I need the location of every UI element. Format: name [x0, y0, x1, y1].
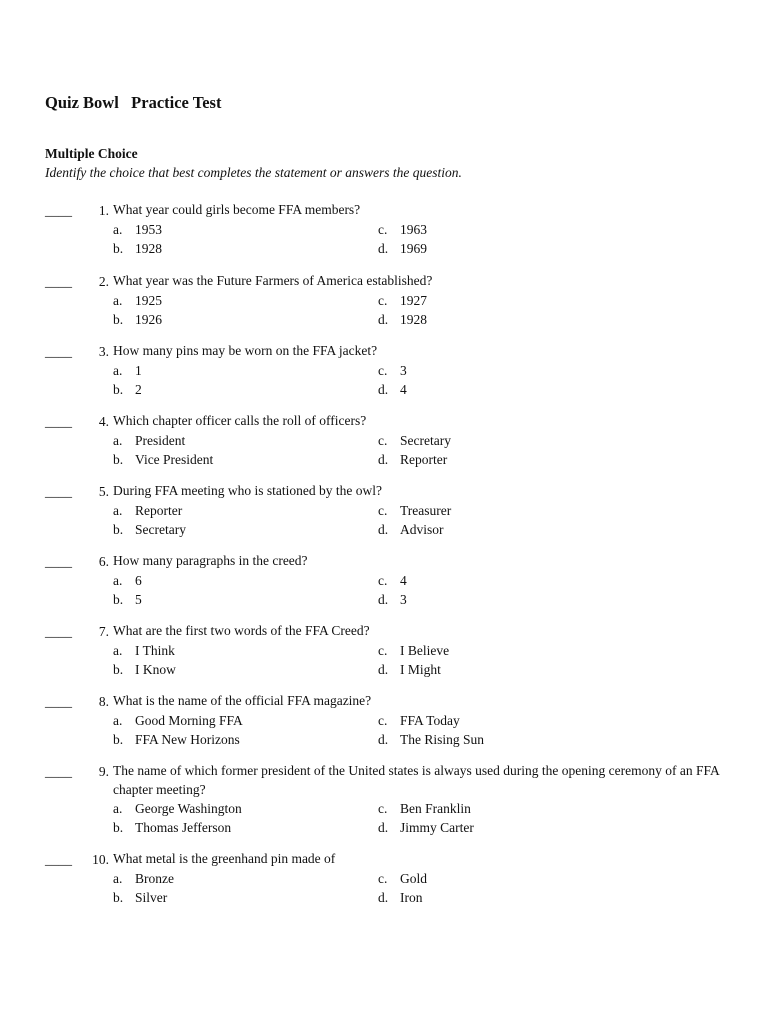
- option-b: [113, 818, 231, 837]
- answer-blank[interactable]: ____: [45, 554, 72, 569]
- question-3: [45, 342, 725, 399]
- option-c: [378, 711, 460, 730]
- question-text: What metal is the greenhand pin made of: [113, 851, 336, 866]
- options: [113, 711, 725, 749]
- option-letter: b.: [113, 820, 124, 835]
- option-letter: a.: [113, 871, 123, 886]
- answer-blank[interactable]: ____: [45, 852, 72, 867]
- option-letter: a.: [113, 433, 123, 448]
- question-row: [45, 622, 725, 641]
- question-text: The name of which former president of the United states is always used during the opening ceremony of an FFA chapter meeting?: [113, 763, 719, 797]
- question-row: [45, 272, 725, 291]
- instructions: Identify the choice that best completes the statement or answers the question.: [45, 165, 462, 180]
- option-text: Silver: [135, 890, 168, 905]
- question-number: 7.: [98, 624, 109, 639]
- option-text: 1928: [400, 312, 427, 327]
- option-text: Reporter: [400, 452, 448, 467]
- options: [113, 291, 725, 329]
- option-a: [113, 641, 175, 660]
- options: [113, 501, 725, 539]
- answer-blank[interactable]: ____: [45, 414, 72, 429]
- answer-blank[interactable]: ____: [45, 694, 72, 709]
- option-letter: b.: [113, 890, 124, 905]
- options: [113, 799, 725, 837]
- option-letter: d.: [378, 820, 389, 835]
- option-letter: a.: [113, 363, 123, 378]
- option-text: Thomas Jefferson: [135, 820, 232, 835]
- option-letter: d.: [378, 452, 389, 467]
- option-text: Gold: [400, 871, 427, 886]
- option-text: Reporter: [135, 503, 183, 518]
- question-text: During FFA meeting who is stationed by the owl?: [113, 483, 382, 498]
- option-text: George Washington: [135, 801, 242, 816]
- option-text: Secretary: [400, 433, 451, 448]
- option-letter: b.: [113, 452, 124, 467]
- option-b: [113, 310, 162, 329]
- question-1: [45, 201, 725, 258]
- option-letter: d.: [378, 592, 389, 607]
- question-text: What is the name of the official FFA magazine?: [113, 693, 372, 708]
- answer-blank[interactable]: ____: [45, 624, 72, 639]
- option-c: [378, 869, 427, 888]
- option-letter: c.: [378, 871, 388, 886]
- option-text: 1926: [135, 312, 162, 327]
- option-letter: a.: [113, 643, 123, 658]
- question-4: [45, 412, 725, 469]
- option-letter: a.: [113, 801, 123, 816]
- question-row: [45, 412, 725, 431]
- option-c: [378, 361, 407, 380]
- option-text: 1928: [135, 241, 162, 256]
- option-a: [113, 711, 243, 730]
- option-d: [378, 310, 427, 329]
- option-text: 1927: [400, 293, 427, 308]
- section-heading: Multiple Choice: [45, 146, 138, 161]
- option-text: 1953: [135, 222, 162, 237]
- question-text: Which chapter officer calls the roll of officers?: [113, 413, 367, 428]
- option-c: [378, 641, 449, 660]
- question-number: 6.: [98, 554, 109, 569]
- question-10: [45, 850, 725, 907]
- option-a: [113, 291, 162, 310]
- option-letter: a.: [113, 222, 123, 237]
- option-letter: b.: [113, 732, 124, 747]
- option-letter: a.: [113, 293, 123, 308]
- question-number: 8.: [98, 694, 109, 709]
- option-letter: d.: [378, 890, 389, 905]
- option-text: Bronze: [135, 871, 174, 886]
- question-row: [45, 201, 725, 220]
- option-letter: b.: [113, 662, 124, 677]
- option-a: [113, 220, 162, 239]
- option-text: 4: [400, 382, 407, 397]
- option-letter: a.: [113, 503, 123, 518]
- question-text: What year could girls become FFA members?: [113, 202, 361, 217]
- option-d: [378, 520, 444, 539]
- question-7: [45, 622, 725, 679]
- options: [113, 361, 725, 399]
- answer-blank[interactable]: ____: [45, 203, 72, 218]
- option-text: 1925: [135, 293, 162, 308]
- option-text: 1: [135, 363, 142, 378]
- option-d: [378, 239, 427, 258]
- option-text: FFA New Horizons: [135, 732, 240, 747]
- option-letter: b.: [113, 592, 124, 607]
- answer-blank[interactable]: ____: [45, 764, 72, 779]
- option-letter: c.: [378, 801, 388, 816]
- option-letter: a.: [113, 573, 123, 588]
- option-text: Advisor: [400, 522, 444, 537]
- option-b: [113, 590, 142, 609]
- option-c: [378, 799, 471, 818]
- question-8: [45, 692, 725, 749]
- option-b: [113, 888, 167, 907]
- option-c: [378, 431, 451, 450]
- question-row: [45, 692, 725, 711]
- question-row: [45, 482, 725, 501]
- option-text: 5: [135, 592, 142, 607]
- option-letter: c.: [378, 713, 388, 728]
- option-a: [113, 799, 242, 818]
- question-text: How many pins may be worn on the FFA jacket?: [113, 343, 378, 358]
- option-text: The Rising Sun: [400, 732, 485, 747]
- option-a: [113, 431, 185, 450]
- option-c: [378, 291, 427, 310]
- option-letter: b.: [113, 382, 124, 397]
- option-c: [378, 501, 451, 520]
- option-text: Vice President: [135, 452, 214, 467]
- option-text: 4: [400, 573, 407, 588]
- question-text: What are the first two words of the FFA Creed?: [113, 623, 370, 638]
- question-2: [45, 272, 725, 329]
- option-letter: c.: [378, 643, 388, 658]
- question-number: 2.: [98, 274, 109, 289]
- option-text: 1969: [400, 241, 427, 256]
- option-letter: c.: [378, 503, 388, 518]
- option-text: 3: [400, 592, 407, 607]
- option-letter: d.: [378, 312, 389, 327]
- option-text: 1963: [400, 222, 427, 237]
- option-c: [378, 571, 407, 590]
- question-number: 10.: [92, 852, 109, 867]
- question-text: How many paragraphs in the creed?: [113, 553, 308, 568]
- options: [113, 431, 725, 469]
- option-c: [378, 220, 427, 239]
- option-text: Treasurer: [400, 503, 452, 518]
- option-letter: c.: [378, 433, 388, 448]
- option-d: [378, 380, 407, 399]
- option-text: FFA Today: [400, 713, 460, 728]
- option-text: 2: [135, 382, 142, 397]
- option-letter: d.: [378, 662, 389, 677]
- option-text: Secretary: [135, 522, 186, 537]
- option-letter: d.: [378, 382, 389, 397]
- option-text: I Believe: [400, 643, 450, 658]
- option-a: [113, 869, 174, 888]
- option-b: [113, 239, 162, 258]
- option-letter: d.: [378, 241, 389, 256]
- option-a: [113, 501, 182, 520]
- option-text: Good Morning FFA: [135, 713, 243, 728]
- option-a: [113, 361, 142, 380]
- answer-blank[interactable]: ____: [45, 274, 72, 289]
- option-d: [378, 450, 447, 469]
- option-text: Ben Franklin: [400, 801, 471, 816]
- options: [113, 220, 725, 258]
- question-row: [45, 850, 725, 869]
- option-b: [113, 380, 142, 399]
- option-d: [378, 730, 484, 749]
- answer-blank[interactable]: ____: [45, 484, 72, 499]
- option-letter: c.: [378, 363, 388, 378]
- option-letter: c.: [378, 293, 388, 308]
- option-d: [378, 660, 441, 679]
- question-9: [45, 762, 725, 837]
- options: [113, 641, 725, 679]
- option-letter: b.: [113, 312, 124, 327]
- option-text: I Think: [135, 643, 175, 658]
- question-number: 5.: [98, 484, 109, 499]
- option-text: 3: [400, 363, 407, 378]
- option-b: [113, 450, 213, 469]
- option-letter: d.: [378, 732, 389, 747]
- question-6: [45, 552, 725, 609]
- option-b: [113, 520, 186, 539]
- option-letter: c.: [378, 573, 388, 588]
- option-b: [113, 730, 240, 749]
- document-title: Quiz Bowl Practice Test: [45, 93, 222, 112]
- question-number: 1.: [98, 203, 109, 218]
- option-d: [378, 590, 407, 609]
- option-text: I Might: [400, 662, 441, 677]
- option-text: Jimmy Carter: [400, 820, 474, 835]
- option-d: [378, 818, 474, 837]
- option-b: [113, 660, 176, 679]
- question-number: 3.: [98, 344, 109, 359]
- option-text: Iron: [400, 890, 423, 905]
- question-5: [45, 482, 725, 539]
- option-a: [113, 571, 142, 590]
- option-letter: c.: [378, 222, 388, 237]
- answer-blank[interactable]: ____: [45, 344, 72, 359]
- option-text: 6: [135, 573, 142, 588]
- question-number: 4.: [98, 414, 109, 429]
- question-row: [45, 342, 725, 361]
- option-letter: d.: [378, 522, 389, 537]
- option-letter: b.: [113, 241, 124, 256]
- question-text: What year was the Future Farmers of America established?: [113, 273, 433, 288]
- options: [113, 571, 725, 609]
- question-number: 9.: [98, 764, 109, 779]
- option-text: I Know: [135, 662, 176, 677]
- option-letter: a.: [113, 713, 123, 728]
- option-letter: b.: [113, 522, 124, 537]
- option-text: President: [135, 433, 186, 448]
- question-row: [45, 552, 725, 571]
- options: [113, 869, 725, 907]
- option-d: [378, 888, 423, 907]
